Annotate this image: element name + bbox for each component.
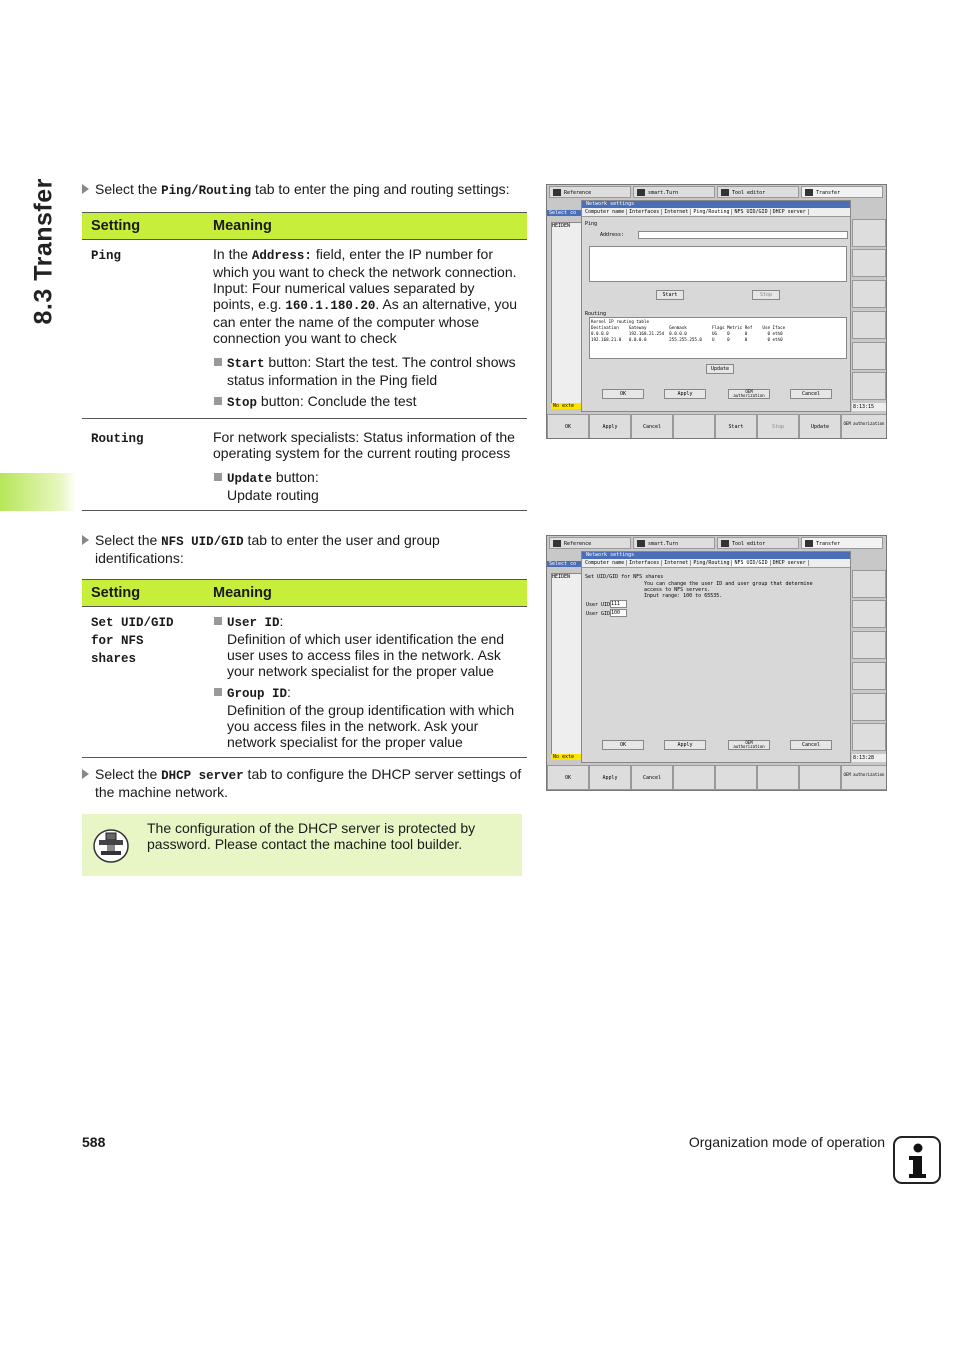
routing-description: For network specialists: Status information of the operating system for the current routing process (213, 429, 515, 461)
select-label: Select co (547, 561, 583, 567)
dialog-title: Network settings (582, 552, 850, 559)
dtab-computer-name[interactable]: Computer name (583, 209, 627, 215)
nfs-group-label: Set UID/GID for NFS shares (585, 574, 664, 580)
chapter-side-title: 8.3 Transfer (29, 178, 58, 325)
table-row (82, 419, 527, 511)
ping-description: In the Address: field, enter the IP number for which you want to check the network connection. Input: Four numerical values separated by points, e.g. 160.1.180.20. As an alternative, you can enter the name of the computer whose connection you want to check (213, 246, 518, 346)
left-panel: HEIDEN (551, 573, 583, 755)
dtab-interfaces[interactable]: Interfaces (627, 560, 662, 566)
network-settings-dialog (581, 551, 851, 763)
softkey-empty[interactable] (673, 414, 715, 439)
routing-output: Kernel IP routing table Destination Gateway Genmask Flags Metric Ref Use Iface 0.0.0.0 192.168.21.254 0.0.0.0 UG 0 0 0 eth0 192.168.21.0 0.0.0.0 255.255.255.0 U 0 0 0 eth0 (589, 317, 847, 359)
tab-smart-turn[interactable]: smart.Turn (633, 186, 715, 198)
ping-output (589, 246, 847, 282)
stop-button[interactable]: Stop (752, 290, 780, 300)
step-dhcp-server: Select the DHCP server tab to configure the DHCP server settings of the machine network. (82, 766, 524, 800)
bullet-stop: Stop button: Conclude the test (213, 393, 518, 411)
settings-table-nfs (82, 579, 527, 758)
routing-group-label: Routing (585, 311, 607, 317)
arrow-icon (82, 769, 89, 779)
ok-button[interactable]: OK (602, 389, 644, 399)
no-ext-label: No exte (551, 403, 583, 409)
left-panel: HEIDEN (551, 222, 583, 404)
softkey-empty[interactable] (715, 765, 757, 790)
table-header-setting: Setting (82, 213, 204, 240)
screenshot-nfs-uid-gid (546, 535, 887, 791)
softkey-ok[interactable]: OK (547, 414, 589, 439)
tab-reference[interactable]: Reference (549, 537, 631, 549)
softkey-start[interactable]: Start (715, 414, 757, 439)
softkey-cancel[interactable]: Cancel (631, 414, 673, 439)
info-icon (893, 1136, 941, 1184)
dtab-interfaces[interactable]: Interfaces (627, 209, 662, 215)
setting-set-uid-gid: Set UID/GID for NFS shares (91, 616, 174, 666)
dtab-dhcp[interactable]: DHCP server (771, 560, 809, 566)
address-input[interactable] (638, 231, 848, 239)
dtab-dhcp[interactable]: DHCP server (771, 209, 809, 215)
bullet-user-id: User ID: Definition of which user identification the end user uses to access files in the network. Ask your network specialist for the proper value (213, 613, 518, 679)
step-ping-routing: Select the Ping/Routing tab to enter the ping and routing settings: (82, 181, 524, 199)
softkey-empty[interactable] (799, 765, 841, 790)
cancel-button[interactable]: Cancel (790, 740, 832, 750)
tab-smart-turn[interactable]: smart.Turn (633, 537, 715, 549)
table-header-meaning: Meaning (204, 580, 527, 607)
arrow-icon (82, 184, 89, 194)
select-label: Select co (547, 210, 583, 216)
setting-ping: Ping (91, 249, 122, 263)
clock-readout: 8:13:15 (852, 403, 887, 411)
clock-readout: 8:13:28 (852, 754, 887, 762)
dialog-tabs (582, 208, 850, 217)
softkey-stop[interactable]: Stop (757, 414, 799, 439)
table-row (82, 607, 527, 758)
dtab-ping-routing[interactable]: Ping/Routing (691, 560, 732, 566)
bullet-group-id: Group ID: Definition of the group identification with which you access files in the network. Ask your network specialist for the proper value (213, 684, 518, 750)
dtab-ping-routing[interactable]: Ping/Routing (691, 209, 732, 215)
dialog-title: Network settings (582, 201, 850, 208)
no-ext-label: No exte (551, 754, 583, 760)
apply-button[interactable]: Apply (664, 740, 706, 750)
softkey-apply[interactable]: Apply (589, 414, 631, 439)
gid-label: User GID (586, 611, 611, 617)
softkey-apply[interactable]: Apply (589, 765, 631, 790)
dialog-tabs (582, 559, 850, 568)
start-button[interactable]: Start (656, 290, 684, 300)
softkey-oem[interactable]: OEM authorization (841, 414, 887, 439)
softkey-bar (547, 414, 887, 439)
info-line: You can change the user ID and user group that determine (644, 581, 813, 587)
dtab-internet[interactable]: Internet (662, 209, 691, 215)
update-button[interactable]: Update (706, 364, 734, 374)
chapter-tab-marker (0, 473, 76, 511)
softkey-empty[interactable] (673, 765, 715, 790)
apply-button[interactable]: Apply (664, 389, 706, 399)
screenshot-ping-routing (546, 184, 887, 439)
uid-input[interactable]: 111 (610, 600, 627, 608)
cancel-button[interactable]: Cancel (790, 389, 832, 399)
note-box (82, 814, 522, 876)
tab-transfer[interactable]: Transfer (801, 537, 883, 549)
oem-button[interactable]: OEM authorization (728, 740, 770, 750)
page-number: 588 (82, 1134, 106, 1150)
network-settings-dialog (581, 200, 851, 412)
tab-tool-editor[interactable]: Tool editor (717, 537, 799, 549)
address-label: Address: (600, 232, 625, 238)
gid-input[interactable]: 100 (610, 609, 627, 617)
bullet-start: Start button: Start the test. The control shows status information in the Ping field (213, 354, 518, 388)
softkey-cancel[interactable]: Cancel (631, 765, 673, 790)
machine-builder-icon (92, 828, 130, 864)
dtab-nfs[interactable]: NFS UID/GID (732, 560, 770, 566)
dtab-internet[interactable]: Internet (662, 560, 691, 566)
softkey-update[interactable]: Update (799, 414, 841, 439)
dtab-nfs[interactable]: NFS UID/GID (732, 209, 770, 215)
tab-reference[interactable]: Reference (549, 186, 631, 198)
uid-label: User UID (586, 602, 611, 608)
softkey-bar (547, 765, 887, 791)
step-nfs-uid-gid: Select the NFS UID/GID tab to enter the user and group identifications: (82, 532, 524, 566)
oem-button[interactable]: OEM authorization (728, 389, 770, 399)
info-line: Input range: 100 to 65535. (644, 593, 723, 599)
table-header-meaning: Meaning (204, 213, 527, 240)
softkey-empty[interactable] (757, 765, 799, 790)
tab-transfer[interactable]: Transfer (801, 186, 883, 198)
dtab-computer-name[interactable]: Computer name (583, 560, 627, 566)
tab-tool-editor[interactable]: Tool editor (717, 186, 799, 198)
ping-group-label: Ping (585, 221, 598, 227)
setting-routing: Routing (91, 432, 144, 446)
table-header-setting: Setting (82, 580, 204, 607)
ok-button[interactable]: OK (602, 740, 644, 750)
softkey-ok[interactable]: OK (547, 765, 589, 790)
info-line: access to NFS servers. (644, 587, 711, 593)
settings-table-ping (82, 212, 527, 511)
table-row (82, 240, 527, 419)
arrow-icon (82, 535, 89, 545)
softkey-oem[interactable]: OEM authorization (841, 765, 887, 790)
bullet-update: Update button: Update routing (213, 469, 518, 503)
chapter-footer: Organization mode of operation (688, 1134, 885, 1150)
note-text: The configuration of the DHCP server is protected by password. Please contact the machine tool builder. (147, 820, 476, 852)
